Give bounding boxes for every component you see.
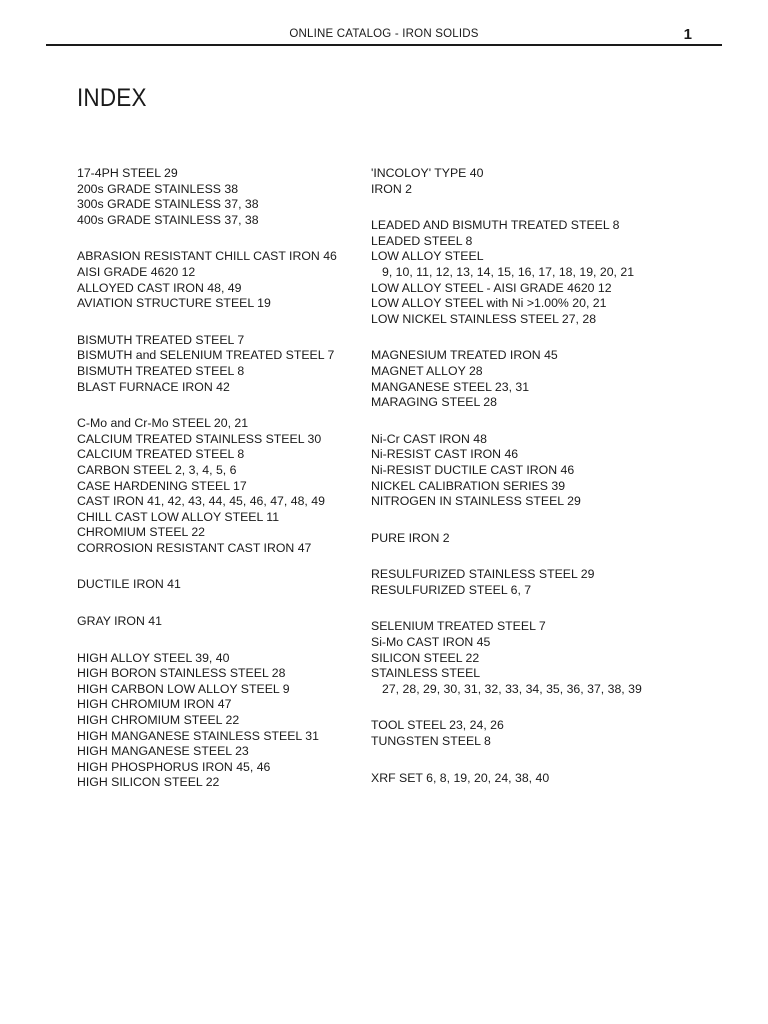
index-entry-pages: 9, 10, 11, 12, 13, 14, 15, 16, 17, 18, 19, 20, 21 xyxy=(382,264,635,279)
index-title: INDEX xyxy=(77,84,147,112)
index-entry: CHROMIUM STEEL 22 xyxy=(77,525,206,540)
index-entry: BLAST FURNACE IRON 42 xyxy=(77,379,230,394)
index-entry: TOOL STEEL 23, 24, 26 xyxy=(371,718,504,733)
index-entry: HIGH CARBON LOW ALLOY STEEL 9 xyxy=(77,681,290,696)
index-entry: CARBON STEEL 2, 3, 4, 5, 6 xyxy=(77,462,237,477)
section-gap xyxy=(77,312,337,333)
index-entry: HIGH CHROMIUM IRON 47 xyxy=(77,697,232,712)
index-entry-pages: 27, 28, 29, 30, 31, 32, 33, 34, 35, 36, 37, 38, 39 xyxy=(382,681,642,696)
index-entry: HIGH BORON STAINLESS STEEL 28 xyxy=(77,666,286,681)
index-entry: 300s GRADE STAINLESS 37, 38 xyxy=(77,197,259,212)
index-entry: HIGH SILICON STEEL 22 xyxy=(77,775,220,790)
index-entry: CALCIUM TREATED STEEL 8 xyxy=(77,447,245,462)
index-entry: CAST IRON 41, 42, 43, 44, 45, 46, 47, 48, 49 xyxy=(77,494,325,509)
header-rule xyxy=(46,44,722,46)
index-entry: ALLOYED CAST IRON 48, 49 xyxy=(77,280,242,295)
index-entry: LEADED AND BISMUTH TREATED STEEL 8 xyxy=(371,218,620,233)
index-entry: HIGH PHOSPHORUS IRON 45, 46 xyxy=(77,759,271,774)
index-entry: RESULFURIZED STEEL 6, 7 xyxy=(371,582,532,597)
index-entry: IRON 2 xyxy=(371,181,412,196)
index-column-left xyxy=(77,166,337,791)
index-entry: LOW ALLOY STEEL with Ni >1.00% 20, 21 xyxy=(371,296,607,311)
index-entry: DUCTILE IRON 41 xyxy=(77,577,181,592)
index-entry: NICKEL CALIBRATION SERIES 39 xyxy=(371,478,566,493)
index-column-right xyxy=(371,166,642,786)
index-entry: TUNGSTEN STEEL 8 xyxy=(371,734,491,749)
section-gap xyxy=(371,697,642,718)
index-entry: Ni-Cr CAST IRON 48 xyxy=(371,431,487,446)
index-entry: C-Mo and Cr-Mo STEEL 20, 21 xyxy=(77,416,249,431)
index-entry: 17-4PH STEEL 29 xyxy=(77,166,178,180)
index-entry: LOW ALLOY STEEL - AISI GRADE 4620 12 xyxy=(371,280,612,295)
index-entry: Si-Mo CAST IRON 45 xyxy=(371,635,491,650)
section-gap xyxy=(371,411,642,432)
index-entry: AVIATION STRUCTURE STEEL 19 xyxy=(77,296,271,311)
section-gap xyxy=(371,546,642,567)
index-entry: LEADED STEEL 8 xyxy=(371,233,473,248)
section-gap xyxy=(77,228,337,249)
index-entry: 200s GRADE STAINLESS 38 xyxy=(77,181,239,196)
index-entry: MAGNET ALLOY 28 xyxy=(371,363,483,378)
index-entry: LOW NICKEL STAINLESS STEEL 27, 28 xyxy=(371,311,597,326)
index-entry: LOW ALLOY STEEL xyxy=(371,249,484,264)
section-gap xyxy=(77,593,337,614)
index-entry: 'INCOLOY' TYPE 40 xyxy=(371,166,484,180)
index-entry: SILICON STEEL 22 xyxy=(371,650,480,665)
index-entry: Ni-RESIST DUCTILE CAST IRON 46 xyxy=(371,462,575,477)
index-entry: MAGNESIUM TREATED IRON 45 xyxy=(371,348,558,363)
index-entry: HIGH ALLOY STEEL 39, 40 xyxy=(77,650,230,665)
index-entry: BISMUTH TREATED STEEL 8 xyxy=(77,363,245,378)
section-gap xyxy=(371,598,642,619)
section-gap xyxy=(371,510,642,531)
page-header xyxy=(46,26,722,46)
index-entry: BISMUTH TREATED STEEL 7 xyxy=(77,332,245,347)
section-gap xyxy=(77,556,337,577)
index-entry: SELENIUM TREATED STEEL 7 xyxy=(371,619,546,634)
index-entry: 400s GRADE STAINLESS 37, 38 xyxy=(77,212,259,227)
index-entry: XRF SET 6, 8, 19, 20, 24, 38, 40 xyxy=(371,770,550,785)
section-gap xyxy=(371,750,642,771)
index-entry: GRAY IRON 41 xyxy=(77,614,162,629)
index-entry: AISI GRADE 4620 12 xyxy=(77,264,196,279)
index-entry: CASE HARDENING STEEL 17 xyxy=(77,478,247,493)
index-entry: ABRASION RESISTANT CHILL CAST IRON 46 xyxy=(77,249,337,264)
index-entry: BISMUTH and SELENIUM TREATED STEEL 7 xyxy=(77,348,335,363)
header-title: ONLINE CATALOG - IRON SOLIDS xyxy=(289,28,479,40)
index-entry: CORROSION RESISTANT CAST IRON 47 xyxy=(77,540,312,555)
index-entry: HIGH MANGANESE STAINLESS STEEL 31 xyxy=(77,728,319,743)
section-gap xyxy=(77,395,337,416)
section-gap xyxy=(371,327,642,348)
section-gap xyxy=(371,197,642,218)
index-entry: CHILL CAST LOW ALLOY STEEL 11 xyxy=(77,509,280,524)
index-entry: MANGANESE STEEL 23, 31 xyxy=(371,379,530,394)
index-entry: PURE IRON 2 xyxy=(371,530,450,545)
section-gap xyxy=(77,630,337,651)
index-entry: HIGH MANGANESE STEEL 23 xyxy=(77,744,249,759)
index-entry: NITROGEN IN STAINLESS STEEL 29 xyxy=(371,494,581,509)
index-entry: Ni-RESIST CAST IRON 46 xyxy=(371,447,519,462)
index-entry: HIGH CHROMIUM STEEL 22 xyxy=(77,713,240,728)
index-entry: MARAGING STEEL 28 xyxy=(371,395,497,410)
index-entry: RESULFURIZED STAINLESS STEEL 29 xyxy=(371,567,595,582)
page-number: 1 xyxy=(683,26,692,43)
index-entry: STAINLESS STEEL xyxy=(371,666,481,681)
index-entry: CALCIUM TREATED STAINLESS STEEL 30 xyxy=(77,431,322,446)
